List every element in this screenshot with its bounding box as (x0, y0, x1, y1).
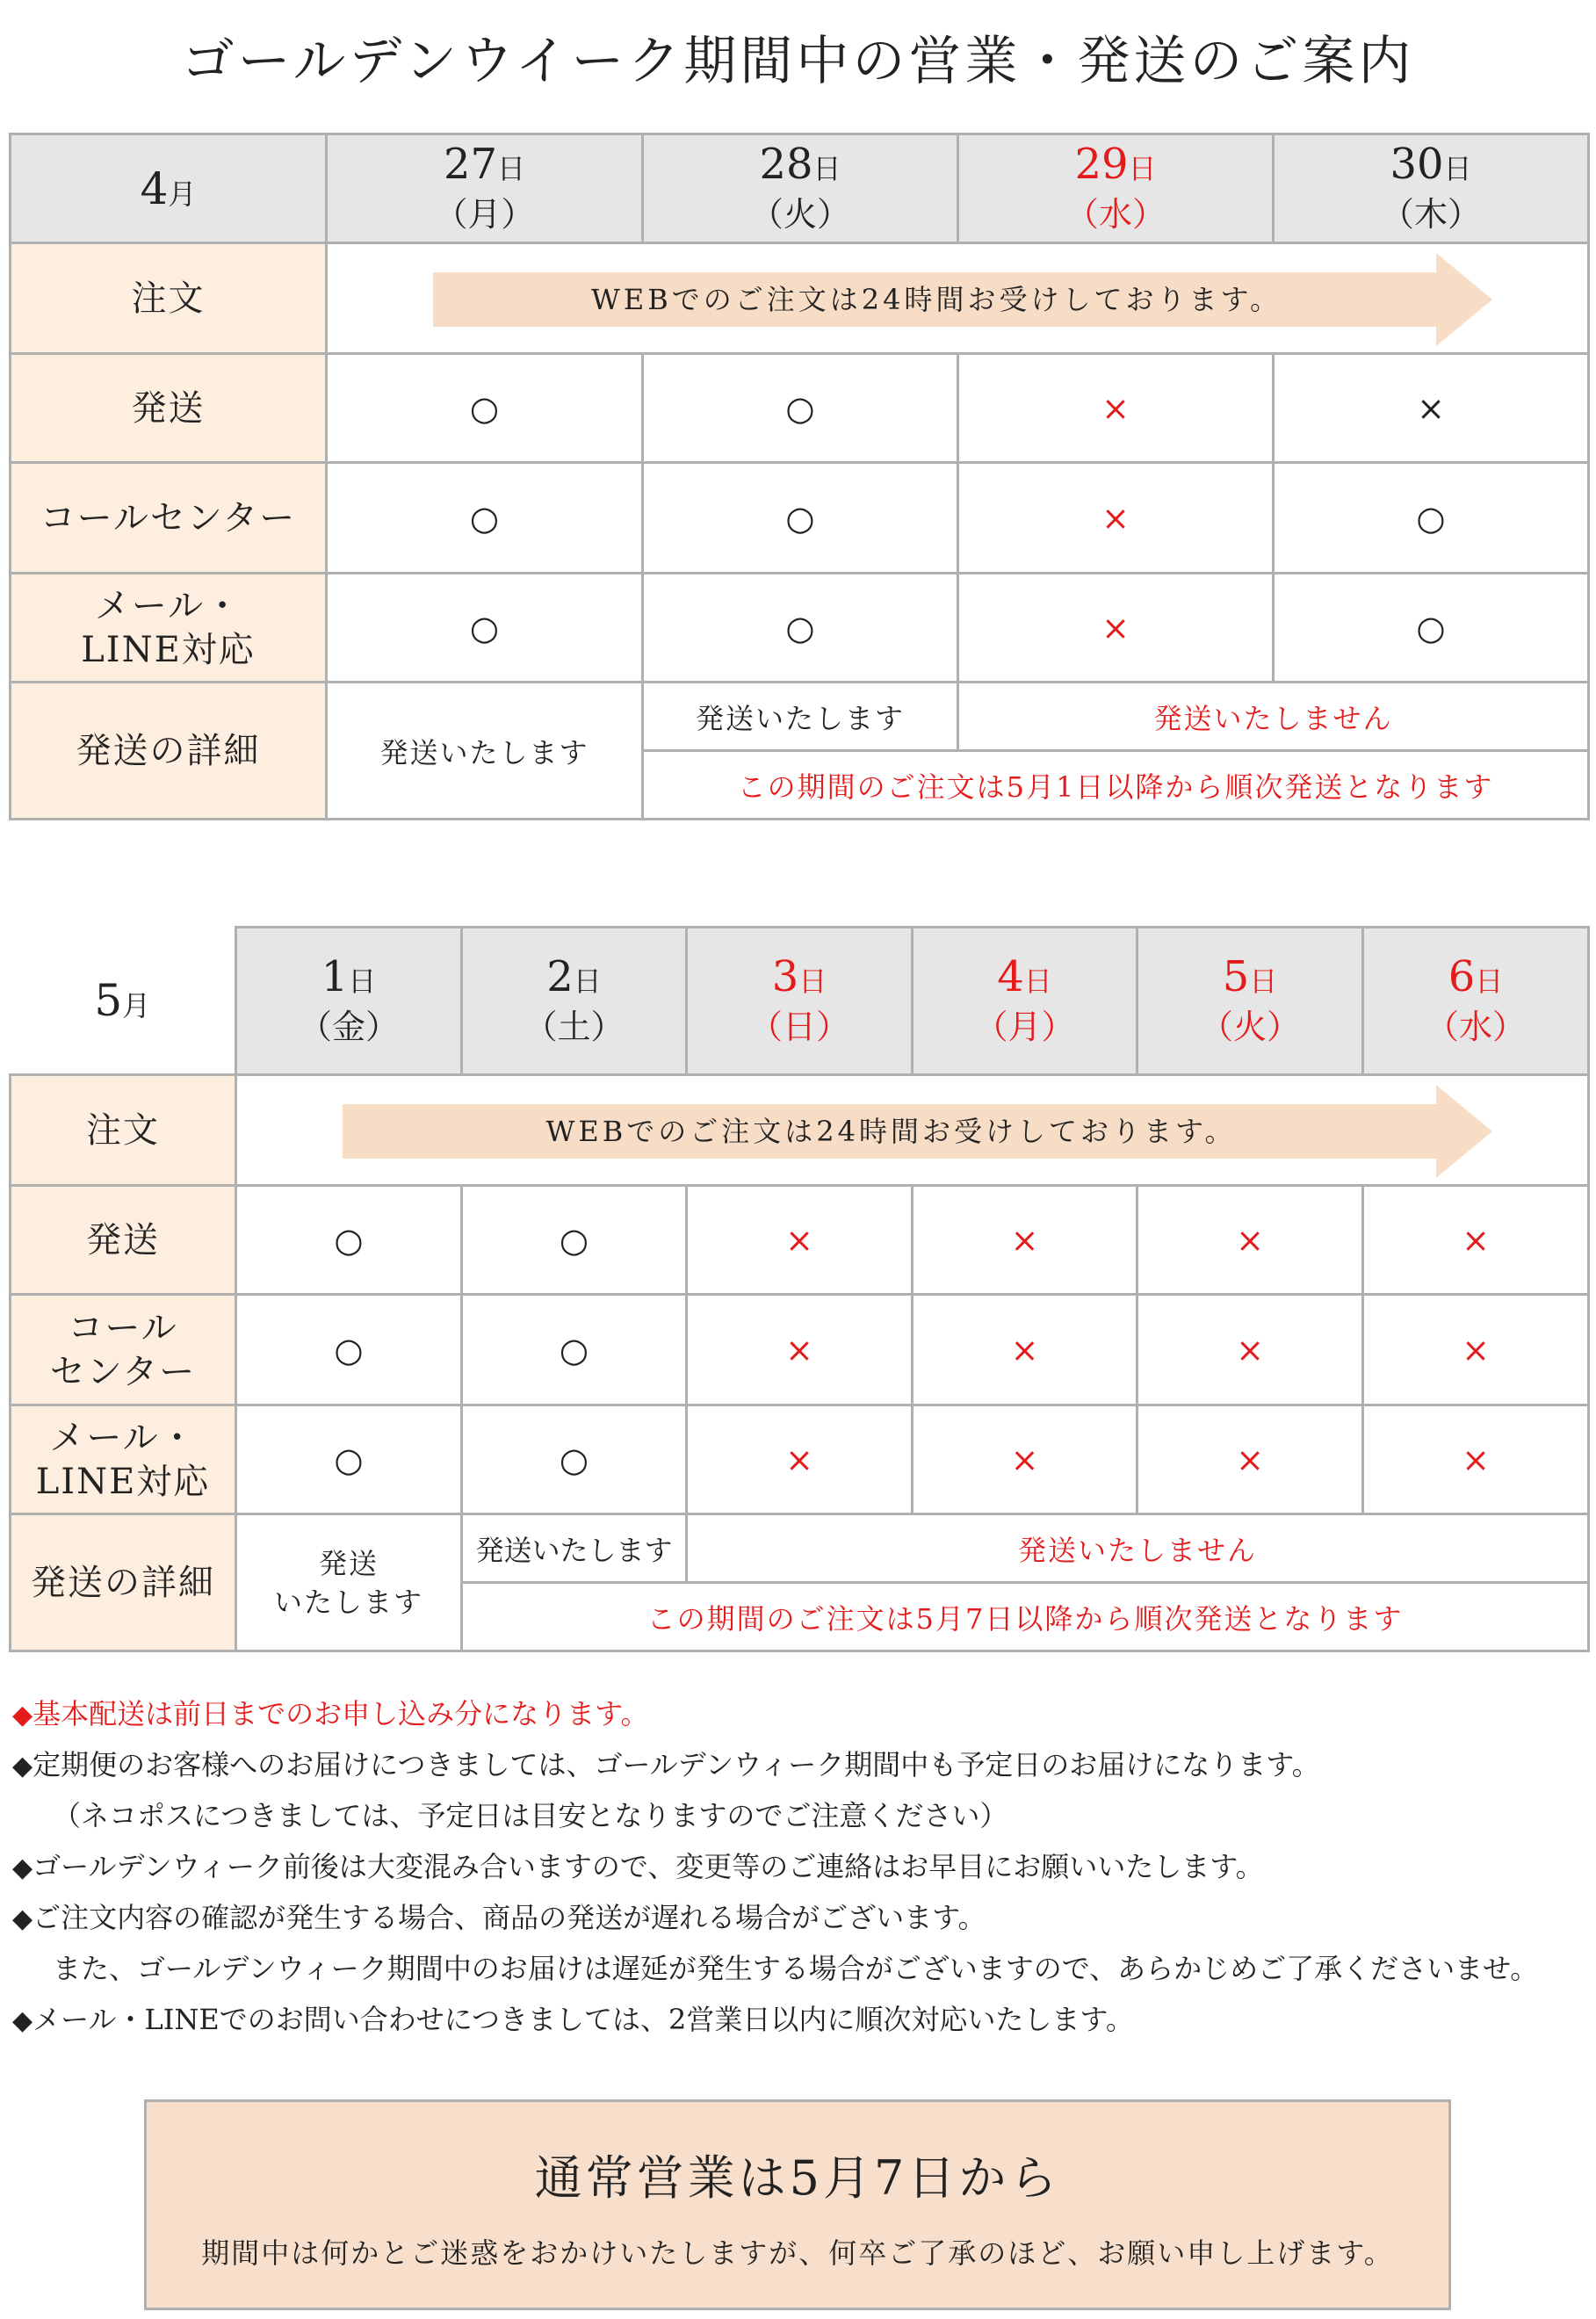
weekday: （金） (298, 1008, 399, 1046)
weekday: （土） (524, 1008, 625, 1046)
label-line-2: LINE対応 (81, 629, 256, 670)
note-text: ゴールデンウィーク前後は大変混み合いますので、変更等のご連絡はお早目にお願いいたします。 (32, 1850, 1264, 1883)
mail-line-mark: ○ (236, 1405, 462, 1514)
day-unit: 日 (573, 964, 602, 998)
month-number: 5 (94, 974, 123, 1026)
shipping-mark: ○ (643, 354, 958, 463)
order-arrow (343, 1085, 1492, 1178)
detail-shipping-note: この期間のご注文は5月7日以降から順次発送となります (462, 1583, 1589, 1651)
day-number: 5 (1222, 952, 1250, 1001)
note-text: また、ゴールデンウィーク期間中のお届けは遅延が発生する場合がございますので、あらかじめご了承くださいませ。 (53, 1952, 1539, 1985)
note-item (12, 1994, 1585, 2045)
day-number: 4 (997, 952, 1024, 1001)
date-header-cell (236, 928, 462, 1075)
detail-line-1: 発送 (318, 1546, 379, 1580)
call-center-mark: × (913, 1295, 1137, 1405)
normal-business-banner (144, 2099, 1451, 2310)
date-header-cell (462, 928, 687, 1075)
shipping-mark: × (1363, 1186, 1589, 1295)
row-label-shipping: 発送 (11, 1186, 236, 1295)
row-label-shipping-detail: 発送の詳細 (11, 1514, 236, 1651)
label-line-1: メール・ (49, 1417, 197, 1458)
diamond-bullet-icon: ◆ (12, 1751, 33, 1781)
day-number: 1 (321, 952, 349, 1001)
weekday: （水） (1425, 1008, 1526, 1046)
day-unit: 日 (798, 964, 827, 998)
may-schedule-table (9, 926, 1590, 1652)
detail-ships: 発送いたします (643, 683, 958, 751)
mail-line-mark: × (958, 574, 1274, 683)
date-header-cell (1274, 134, 1589, 243)
detail-no-shipping: 発送いたしません (687, 1514, 1589, 1583)
row-label-order: 注文 (11, 1075, 236, 1186)
mail-line-mark: × (1363, 1405, 1589, 1514)
call-center-mark: ○ (236, 1295, 462, 1405)
row-label-call-center: コールセンター (11, 463, 327, 574)
row-label-mail-line (11, 574, 327, 683)
shipping-mark: × (687, 1186, 913, 1295)
day-number: 6 (1448, 952, 1476, 1001)
row-label-mail-line (11, 1405, 236, 1514)
order-arrow-cell (327, 243, 1589, 354)
diamond-bullet-icon: ◆ (12, 2005, 33, 2036)
day-number: 29 (1074, 140, 1129, 189)
month-number: 4 (140, 163, 169, 214)
label-line-1: メール・ (94, 585, 242, 626)
day-number: 27 (443, 140, 498, 189)
day-unit: 日 (1475, 964, 1504, 998)
weekday: （日） (748, 1008, 849, 1046)
shipping-mark: × (1137, 1186, 1363, 1295)
day-number: 30 (1390, 140, 1444, 189)
page-title: ゴールデンウイーク期間中の営業・発送のご案内 (181, 31, 1415, 92)
row-label-shipping: 発送 (11, 354, 327, 463)
order-arrow-text: WEBでのご注文は24時間お受けしております。 (545, 1115, 1237, 1148)
call-center-mark: × (958, 463, 1274, 574)
notes-list (12, 1688, 1585, 2045)
date-header-cell-holiday (1363, 928, 1589, 1075)
weekday: （月） (434, 195, 535, 234)
date-header-cell-holiday (958, 134, 1274, 243)
weekday: （水） (1065, 195, 1166, 234)
call-center-mark: ○ (1274, 463, 1589, 574)
weekday: （月） (974, 1008, 1075, 1046)
day-number: 2 (546, 952, 574, 1001)
date-header-cell (327, 134, 643, 243)
shipping-mark: ○ (327, 354, 643, 463)
detail-line-2: いたします (273, 1585, 423, 1619)
shipping-mark: ○ (236, 1186, 462, 1295)
april-schedule-table (9, 133, 1590, 820)
note-item (12, 1688, 1585, 1739)
shipping-mark: ○ (462, 1186, 687, 1295)
call-center-mark: ○ (643, 463, 958, 574)
note-item (12, 1841, 1585, 1892)
day-number: 28 (759, 140, 813, 189)
diamond-bullet-icon: ◆ (12, 1700, 33, 1730)
arrow-head-icon (1436, 1085, 1492, 1178)
mail-line-mark: ○ (462, 1405, 687, 1514)
month-unit: 月 (168, 177, 197, 211)
shipping-mark: × (913, 1186, 1137, 1295)
call-center-mark: × (687, 1295, 913, 1405)
note-text: 基本配送は前日までのお申し込み分になります。 (32, 1697, 649, 1730)
order-arrow (433, 253, 1492, 346)
call-center-mark: ○ (462, 1295, 687, 1405)
diamond-bullet-icon: ◆ (12, 1853, 33, 1883)
mail-line-mark: × (1137, 1405, 1363, 1514)
note-item (12, 1790, 1585, 1841)
date-header-cell (643, 134, 958, 243)
detail-ships: 発送いたします (462, 1514, 687, 1583)
call-center-mark: × (1137, 1295, 1363, 1405)
note-text: メール・LINEでのお問い合わせにつきましては、2営業日以内に順次対応いたします。 (32, 2003, 1134, 2036)
note-text: 定期便のお客様へのお届けにつきましては、ゴールデンウィーク期間中も予定日のお届けになります。 (32, 1748, 1320, 1781)
banner-title: 通常営業は5月7日から (534, 2150, 1061, 2206)
shipping-mark: × (1274, 354, 1589, 463)
day-unit: 日 (1023, 964, 1052, 998)
row-label-shipping-detail: 発送の詳細 (11, 683, 327, 820)
mail-line-mark: × (687, 1405, 913, 1514)
day-unit: 日 (1443, 152, 1472, 185)
arrow-head-icon (1436, 253, 1492, 346)
label-line-2: センター (49, 1351, 197, 1392)
row-label-order: 注文 (11, 243, 327, 354)
mail-line-mark: × (913, 1405, 1137, 1514)
april-month-cell (11, 134, 327, 243)
date-header-cell-holiday (913, 928, 1137, 1075)
banner-subtitle: 期間中は何かとご迷惑をおかけいたしますが、何卒ご了承のほど、お願い申し上げます。 (201, 2236, 1394, 2270)
day-unit: 日 (1249, 964, 1278, 998)
weekday: （火） (1199, 1008, 1300, 1046)
date-header-cell-holiday (1137, 928, 1363, 1075)
day-unit: 日 (497, 152, 526, 185)
call-center-mark: ○ (327, 463, 643, 574)
month-unit: 月 (122, 988, 151, 1022)
weekday: （木） (1380, 195, 1481, 234)
detail-ships: 発送いたします (327, 683, 643, 820)
detail-ships (236, 1514, 462, 1651)
day-unit: 日 (348, 964, 377, 998)
mail-line-mark: ○ (1274, 574, 1589, 683)
order-arrow-text: WEBでのご注文は24時間お受けしております。 (591, 283, 1282, 316)
note-text: ご注文内容の確認が発生する場合、商品の発送が遅れる場合がございます。 (32, 1901, 986, 1934)
label-line-1: コール (68, 1307, 178, 1348)
row-label-call-center (11, 1295, 236, 1405)
may-month-cell (11, 928, 236, 1075)
note-item (12, 1892, 1585, 1943)
detail-shipping-note: この期間のご注文は5月1日以降から順次発送となります (643, 751, 1589, 820)
mail-line-mark: ○ (643, 574, 958, 683)
day-unit: 日 (1128, 152, 1157, 185)
call-center-mark: × (1363, 1295, 1589, 1405)
day-unit: 日 (812, 152, 841, 185)
note-item (12, 1943, 1585, 1994)
day-number: 3 (771, 952, 799, 1001)
weekday: （火） (749, 195, 850, 234)
note-item (12, 1739, 1585, 1790)
mail-line-mark: ○ (327, 574, 643, 683)
date-header-cell-holiday (687, 928, 913, 1075)
detail-no-shipping: 発送いたしません (958, 683, 1589, 751)
diamond-bullet-icon: ◆ (12, 1904, 33, 1934)
note-text: （ネコポスにつきましては、予定日は目安となりますのでご注意ください） (53, 1799, 1008, 1832)
label-line-2: LINE対応 (35, 1461, 211, 1502)
shipping-mark: × (958, 354, 1274, 463)
order-arrow-cell (236, 1075, 1589, 1186)
